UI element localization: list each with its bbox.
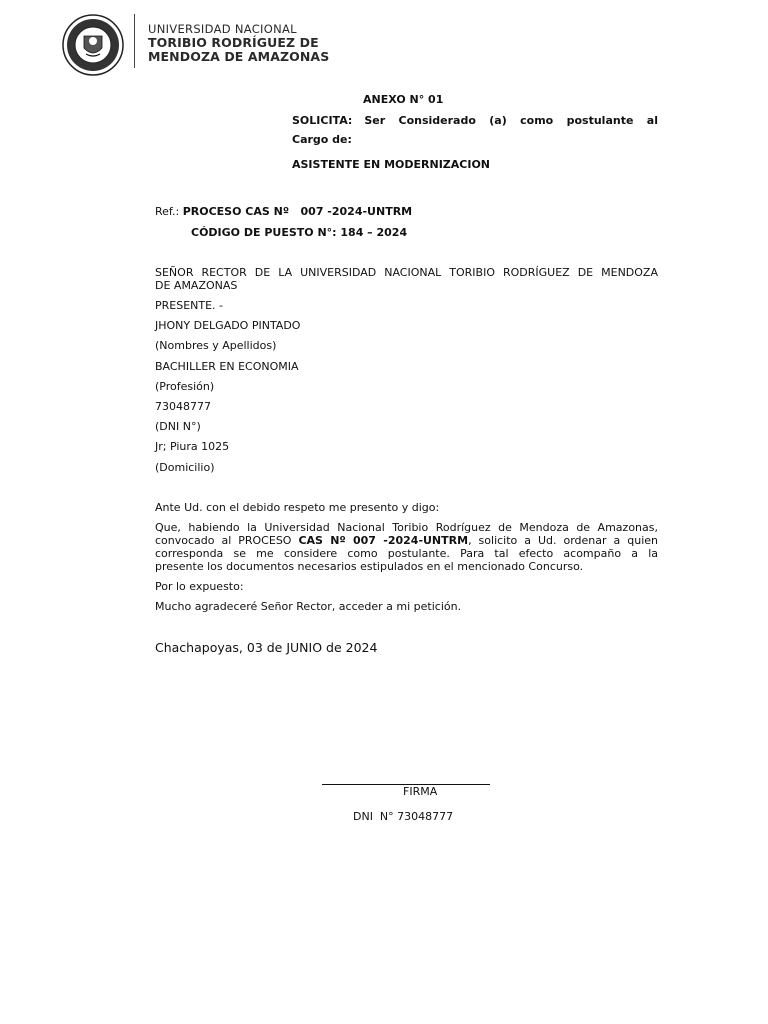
body-p1-cas-number: CAS Nº 007 -2024-UNTRM: [298, 534, 469, 547]
applicant-name-label: (Nombres y Apellidos): [155, 339, 277, 352]
university-name-line1: UNIVERSIDAD NACIONAL: [148, 22, 297, 36]
ref-prefix: Ref.:: [155, 205, 183, 218]
solicita-cargo-de: Cargo de:: [292, 133, 352, 146]
document-title: ANEXO N° 01: [363, 93, 444, 106]
body-paragraph-line3: corresponda se me considere como postulante. Para tal efecto acompaño a la: [155, 547, 658, 560]
body-paragraph-line1: Que, habiendo la Universidad Nacional Toribio Rodríguez de Mendoza de Amazonas,: [155, 521, 658, 534]
body-p1-part-a: convocado al PROCESO: [155, 534, 299, 547]
addressee-line2: DE AMAZONAS: [155, 279, 238, 292]
university-name: [148, 22, 329, 64]
university-seal-icon: [62, 14, 124, 76]
body-paragraph-line4: presente los documentos necesarios estipulados en el mencionado Concurso.: [155, 560, 584, 573]
solicita-line: [292, 114, 658, 127]
codigo-puesto: CÓDIGO DE PUESTO N°: 184 – 2024: [191, 226, 408, 239]
signature-dni: DNI N° 73048777: [353, 810, 454, 823]
university-name-line2: TORIBIO RODRÍGUEZ DE: [148, 35, 319, 50]
body-intro: Ante Ud. con el debido respeto me presento y digo:: [155, 501, 440, 514]
applicant-address: Jr; Piura 1025: [155, 440, 230, 453]
applicant-profession: BACHILLER EN ECONOMIA: [155, 360, 299, 373]
ref-proceso: PROCESO CAS Nº 007 -2024-UNTRM: [182, 205, 413, 218]
applicant-dni-label: (DNI N°): [155, 420, 201, 433]
applicant-address-label: (Domicilio): [155, 461, 215, 474]
applicant-name: JHONY DELGADO PINTADO: [155, 319, 301, 332]
body-paragraph-line2: [155, 534, 658, 547]
applicant-profession-label: (Profesión): [155, 380, 215, 393]
solicita-label: SOLICITA:: [292, 114, 353, 127]
solicita-text: Ser Considerado (a) como postulante al: [364, 114, 658, 127]
place-date: Chachapoyas, 03 de JUNIO de 2024: [155, 640, 378, 655]
addressee-line1: SEÑOR RECTOR DE LA UNIVERSIDAD NACIONAL TORIBIO RODRÍGUEZ DE MENDOZA: [155, 266, 658, 279]
agradecimiento: Mucho agradeceré Señor Rector, acceder a mi petición.: [155, 600, 462, 613]
header-divider: [134, 14, 135, 68]
applicant-dni: 73048777: [155, 400, 211, 413]
presente: PRESENTE. -: [155, 299, 224, 312]
university-name-line3: MENDOZA DE AMAZONAS: [148, 49, 330, 64]
body-p1-part-c: , solicito a Ud. ordenar a quien: [468, 534, 658, 547]
por-lo-expuesto: Por lo expuesto:: [155, 580, 244, 593]
cargo-title: ASISTENTE EN MODERNIZACION: [292, 158, 490, 171]
signature-firma: FIRMA: [403, 785, 438, 798]
ref-line: [155, 205, 412, 218]
